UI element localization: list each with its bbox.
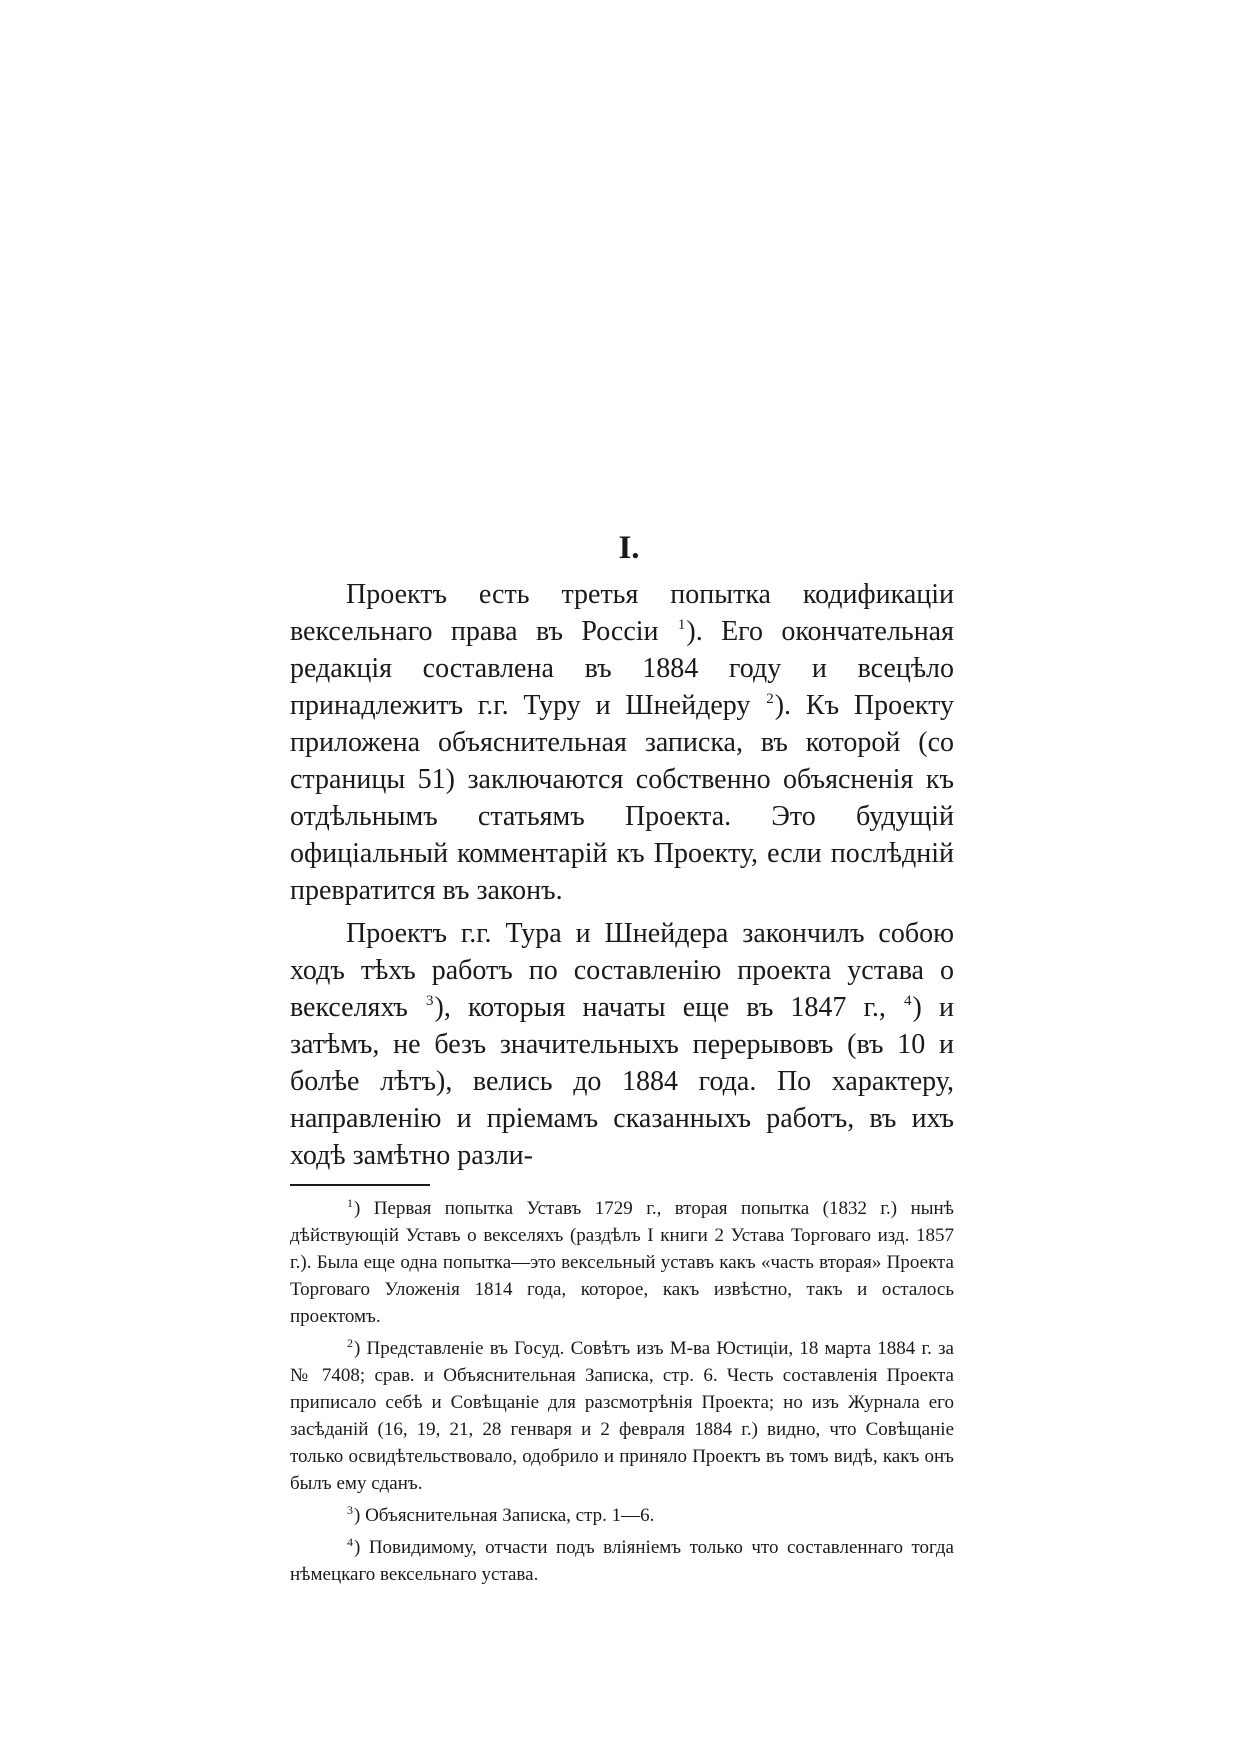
footnote-1 <box>290 1195 954 1330</box>
paragraph-text: ). Его окончательная редакцiя составлена въ 1884 году и всецѣло принадлежитъ г.г. Туру и Шнейдеру <box>290 616 954 721</box>
paragraph-text: ), которыя начаты еще въ 1847 г., <box>434 992 904 1023</box>
footnote-reference: 4 <box>904 993 912 1009</box>
section-heading: I. <box>618 530 640 566</box>
footnote-mark: 3 <box>347 1503 353 1517</box>
footnote-reference: 2 <box>766 691 774 707</box>
paragraph-text: ) и затѣмъ, не безъ значительныхъ перерывовъ (въ 10 и болѣе лѣтъ), велись до 1884 года. По характеру, направленiю и прiемамъ сказанныхъ работъ, въ ихъ ходѣ замѣтно разли- <box>290 992 954 1171</box>
paragraph-2 <box>290 915 954 1174</box>
footnote-text: ) Объяснительная Записка, стр. 1—6. <box>354 1505 655 1526</box>
footnote-text: ) Представленiе въ Госуд. Совѣтъ изъ М-ва Юстицiи, 18 марта 1884 г. за № 7408; срав. и Объяснительная Записка, стр. 6. Честь составленiя Проекта приписало себѣ и Совѣщанiе для разсмотрѣнiя Проекта; но изъ Журнала его засѣданiй (16, 19, 21, 28 генваря и 2 февраля 1884 г.) видно, что Совѣщанiе только освидѣтельствовало, одобрило и приняло Проектъ въ томъ видѣ, какъ онъ былъ ему сданъ. <box>290 1338 954 1494</box>
footnote-reference: 3 <box>426 993 434 1009</box>
footnote-4 <box>290 1534 954 1588</box>
footnote-mark: 2 <box>347 1336 353 1350</box>
paragraph-1 <box>290 576 954 909</box>
main-text <box>290 576 954 1174</box>
footnote-text: ) Повидимому, отчасти подъ влiянiемъ только что составленнаго тогда нѣмецкаго вексельнаго устава. <box>290 1537 954 1585</box>
footnote-mark: 4 <box>347 1535 353 1549</box>
footnote-mark: 1 <box>347 1196 353 1210</box>
footnote-2 <box>290 1335 954 1497</box>
footnote-text: ) Первая попытка Уставъ 1729 г., вторая попытка (1832 г.) нынѣ дѣйствующiй Уставъ о векселяхъ (раздѣлъ I книги 2 Устава Торговаго изд. 1857 г.). Была еще одна попытка—это вексельный уставъ какъ «часть вторая» Проекта Торговаго Уложенiя 1814 года, которое, какъ извѣстно, такъ и осталось проектомъ. <box>290 1198 954 1327</box>
footnotes <box>290 1195 954 1588</box>
footnote-3 <box>290 1502 954 1529</box>
paragraph-text: Проектъ есть третья попытка кодификацiи вексельнаго права въ Россiи <box>290 579 954 647</box>
footnote-reference: 1 <box>677 617 686 633</box>
paragraph-text: ). Къ Проекту приложена объяснительная записка, въ которой (со страницы 51) заключаются собственно объясненiя къ отдѣльнымъ статьямъ Проекта. Это будущiй офицiальный комментарiй къ Проекту, если послѣднiй превратится въ законъ. <box>290 690 954 906</box>
text-column <box>290 528 954 1588</box>
footnote-divider <box>290 1184 430 1186</box>
paragraph-text: Проектъ г.г. Тура и Шнейдера закончилъ собою ходъ тѣхъ работъ по составленiю проекта устава о векселяхъ <box>290 918 954 1023</box>
